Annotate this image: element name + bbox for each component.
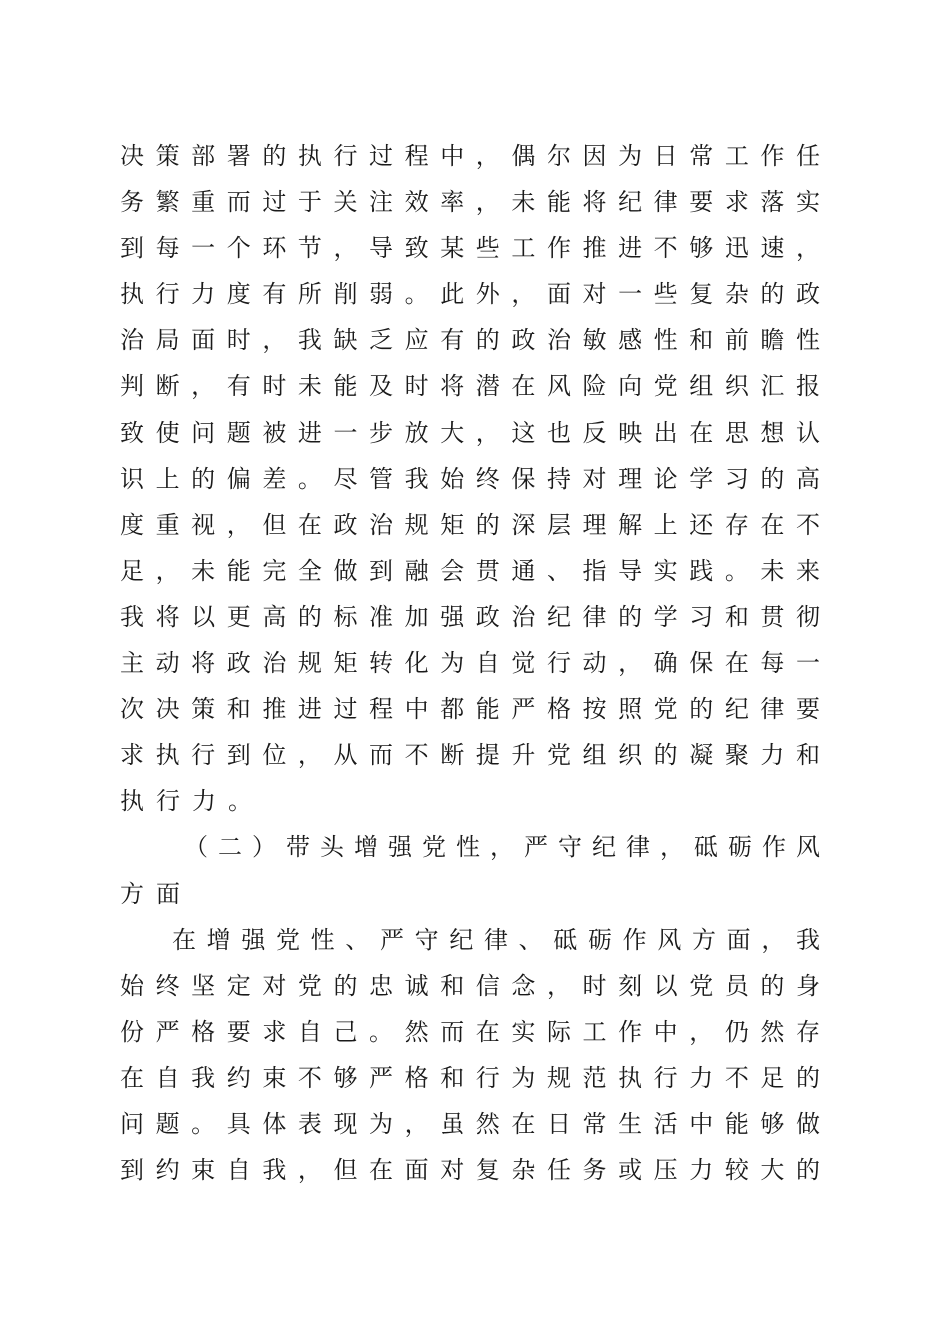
section-heading-continuation: 方面 [120, 879, 192, 908]
text-line: 我将以更高的标准加强政治纪律的学习和贯彻 [120, 602, 820, 631]
text-line: 在自我约束不够严格和行为规范执行力不足的 [120, 1063, 820, 1092]
text-line: 识上的偏差。尽管我始终保持对理论学习的高 [120, 464, 820, 493]
text-line: 度重视，但在政治规矩的深层理解上还存在不 [120, 510, 820, 539]
text-line: 主动将政治规矩转化为自觉行动，确保在每一 [120, 649, 820, 678]
text-line: 始终坚定对党的忠诚和信念，时刻以党员的身 [120, 971, 820, 1000]
text-line: 判断，有时未能及时将潜在风险向党组织汇报 [120, 372, 820, 401]
section-heading: （二）带头增强党性，严守纪律，砥砺作风 [184, 833, 820, 862]
text-line: 求执行到位，从而不断提升党组织的凝聚力和 [120, 741, 820, 770]
document-body [120, 133, 820, 1193]
text-line: 问题。具体表现为，虽然在日常生活中能够做 [120, 1109, 820, 1138]
text-line: 次决策和推进过程中都能严格按照党的纪律要 [120, 695, 820, 724]
paragraph-first-line: 在增强党性、严守纪律、砥砺作风方面，我 [172, 925, 820, 954]
text-line: 份严格要求自己。然而在实际工作中，仍然存 [120, 1017, 820, 1046]
text-line: 到每一个环节，导致某些工作推进不够迅速， [120, 234, 820, 263]
text-line: 治局面时，我缺乏应有的政治敏感性和前瞻性 [120, 326, 820, 355]
text-line: 致使问题被进一步放大，这也反映出在思想认 [120, 418, 820, 447]
text-line: 决策部署的执行过程中，偶尔因为日常工作任 [120, 142, 820, 170]
text-line: 务繁重而过于关注效率，未能将纪律要求落实 [120, 188, 820, 217]
text-line: 足，未能完全做到融会贯通、指导实践。未来 [120, 556, 820, 585]
paragraph-end-line: 执行力。 [120, 787, 264, 816]
text-line: 执行力度有所削弱。此外，面对一些复杂的政 [120, 280, 820, 309]
text-line: 到约束自我，但在面对复杂任务或压力较大的 [120, 1156, 820, 1185]
